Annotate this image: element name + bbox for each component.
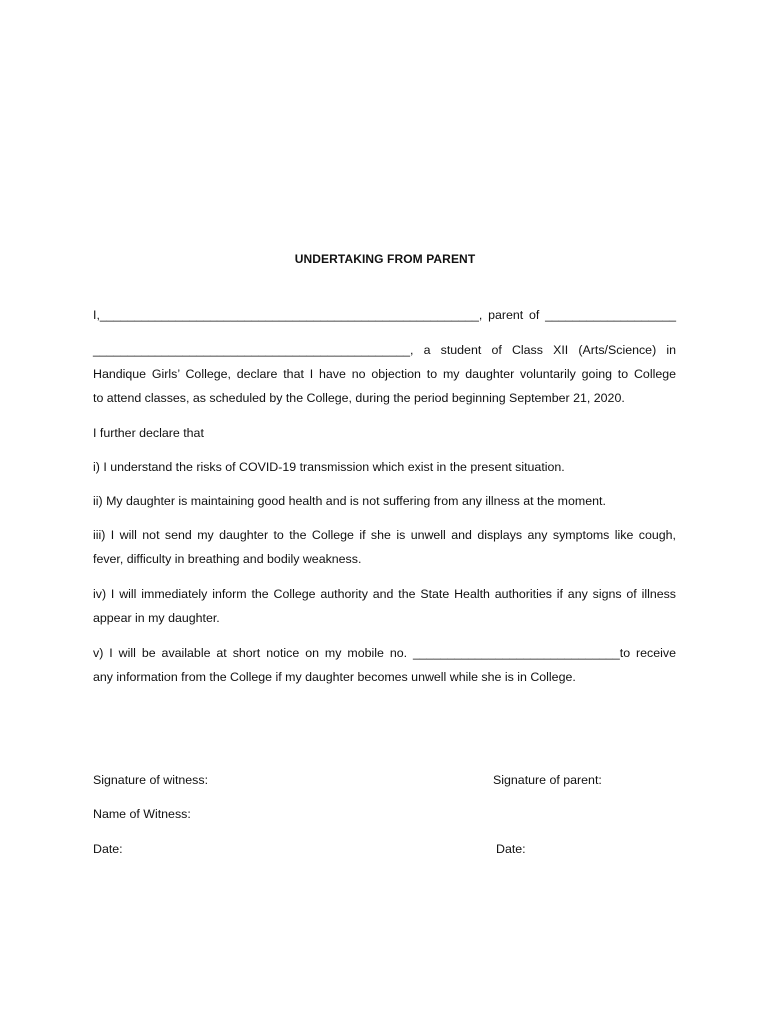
witness-signature-label: Signature of witness: [93,773,209,787]
further-declare-text: I further declare that [93,426,204,440]
item-v-line-2: any information from the College if my daughter becomes unwell while she is in College. [93,670,576,684]
declaration-paragraph [93,303,676,410]
parent-date-label: Date: [496,842,526,856]
item-ii-text: ii) My daughter is maintaining good health and is not suffering from any illness at the moment. [93,494,606,508]
item-v [93,641,676,689]
declaration-line-3: Handique Girls’ College, declare that I have no objection to my daughter voluntarily going to College [93,367,676,381]
item-iv-line-1: iv) I will immediately inform the College authority and the State Health authorities if any signs of illness [93,587,676,601]
witness-name-label: Name of Witness: [93,807,191,821]
item-iv [93,582,676,630]
item-iii-line-2: fever, difficulty in breathing and bodily weakness. [93,552,362,566]
item-iv-line-2: appear in my daughter. [93,611,220,625]
item-iii-line-1: iii) I will not send my daughter to the College if she is unwell and displays any symptoms like cough, [93,528,676,542]
item-iii [93,523,676,571]
declaration-line-2: ______________________________________________, a student of Class XII (Arts/Science) in [93,343,676,357]
parent-signature-label: Signature of parent: [493,773,602,787]
declaration-line-4: to attend classes, as scheduled by the College, during the period beginning September 21, 2020. [93,391,625,405]
declaration-line-1: I,_______________________________________________________, parent of ___________________ [93,308,676,322]
witness-date-label: Date: [93,842,123,856]
item-v-line-1: v) I will be available at short notice on my mobile no. ______________________________to receive [93,646,676,660]
item-i-text: i) I understand the risks of COVID-19 transmission which exist in the present situation. [93,460,565,474]
document-title: UNDERTAKING FROM PARENT [294,252,476,266]
